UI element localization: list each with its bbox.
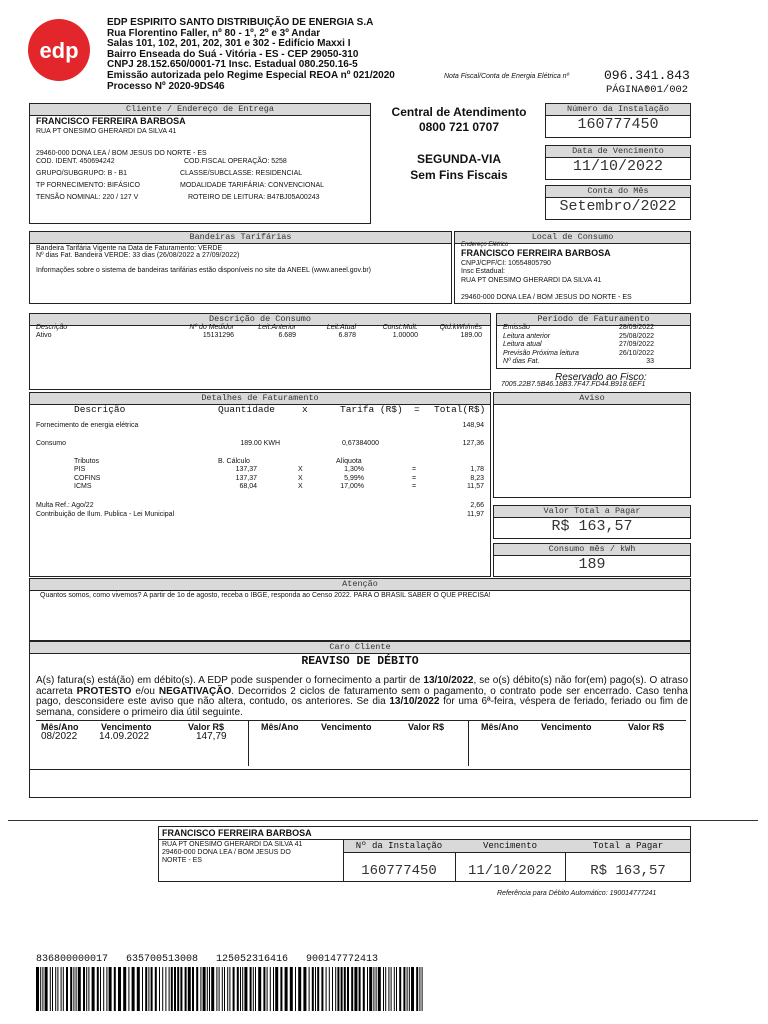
bandeiras-line3: Informações sobre o sistema de bandeiras tarifárias estão disponíveis no site da ANEEL (www.aneel.gov.br): [36, 267, 372, 274]
barcode-bar: [227, 967, 228, 1011]
barcode-bar: [145, 967, 147, 1011]
barcode-bar: [335, 967, 336, 1011]
reaviso-text: [36, 676, 688, 718]
debt-divider: [468, 720, 469, 766]
col-descricao: Descrição: [36, 324, 68, 331]
debt-col-valor: Valor R$: [408, 722, 445, 732]
instalacao-label: Número da Instalação: [546, 104, 690, 116]
barcode-bar: [317, 967, 319, 1011]
aviso-box: [493, 392, 691, 498]
periodo-value: 28/09/2022: [618, 324, 654, 331]
barcode-bar: [61, 967, 62, 1011]
barcode-bar: [409, 967, 410, 1011]
stub-ref: Referência para Débito Automático: 190014777241: [497, 890, 657, 897]
tributo-base: 137,37: [235, 466, 257, 473]
consumo-box: [29, 313, 491, 390]
reaviso-p1: A(s) fatura(s) está(ão) em débito(s). A EDP pode suspender o fornecimento a partir de: [36, 675, 424, 686]
barcode-bar: [303, 967, 306, 1011]
reaviso-date1: 13/10/2022: [423, 675, 474, 686]
debt-mes: 08/2022: [41, 731, 78, 742]
barcode-bar: [391, 967, 392, 1011]
page-number: 001/002: [644, 84, 689, 96]
barcode-bar: [203, 967, 206, 1011]
periodo-label: Emissão: [503, 324, 530, 331]
reaviso-negativacao: NEGATIVAÇÃO: [158, 685, 232, 697]
barcode-bar: [270, 967, 271, 1011]
row-leit-atual: 6.878: [338, 332, 356, 339]
barcode-bar: [148, 967, 149, 1011]
debt-col-valor: Valor R$: [628, 722, 665, 732]
barcode-bar: [73, 967, 74, 1011]
barcode-bar: [165, 967, 166, 1011]
barcode-bar: [275, 967, 278, 1011]
barcode-bar: [224, 967, 225, 1011]
barcode-bar: [216, 967, 217, 1011]
stub-venc-label: Vencimento: [482, 841, 537, 851]
local-street: RUA PT ONESIMO GHERARDI DA SILVA 41: [461, 277, 602, 284]
company-line: Salas 101, 102, 201, 202, 301 e 302 - Edifício Maxxi I: [107, 38, 351, 50]
tributo-name: PIS: [74, 466, 86, 473]
client-grupo: GRUPO/SUBGRUPO: B - B1: [36, 170, 128, 177]
barcode-bar: [273, 967, 274, 1011]
tributo-value: 11,57: [467, 483, 484, 490]
total-pagar-value: R$ 163,57: [551, 518, 633, 535]
barcode-bar: [295, 967, 296, 1011]
consumo-total: 127,36: [462, 440, 484, 447]
barcode-bar: [229, 967, 230, 1011]
local-name: FRANCISCO FERREIRA BARBOSA: [461, 248, 611, 258]
barcode-bar: [369, 967, 372, 1011]
atencao-header: Atenção: [30, 579, 690, 591]
col-eq: =: [414, 404, 420, 415]
barcode-bar: [174, 967, 176, 1011]
barcode-bar: [142, 967, 143, 1011]
debt-divider: [248, 720, 249, 766]
tributo-x: X: [298, 483, 303, 490]
stub-inst-label: Nº da Instalação: [355, 841, 443, 851]
barcode-bar: [92, 967, 95, 1011]
stub-box: [158, 826, 691, 882]
tributo-eq: =: [412, 474, 417, 482]
barcode-bar: [36, 967, 39, 1011]
local-box: [454, 231, 691, 304]
conta-mes-label: Conta do Mês: [546, 186, 690, 198]
reaviso-p5: for uma 6ª-feira, véspera de feriado, feriado ou fim de semana, considere o primeiro dia útil seguinte.: [36, 696, 688, 718]
debt-col-mes: Mês/Ano: [41, 722, 79, 732]
barcode-bar: [180, 967, 182, 1011]
col-x: x: [302, 404, 308, 415]
local-cnpj: CNPJ/CPF/CI: 10554805790: [461, 260, 551, 267]
stub-addr1: RUA PT ONESIMO GHERARDI DA SILVA 41: [162, 841, 303, 848]
tributo-aliq: 1,30%: [344, 466, 364, 473]
barcode-bar: [263, 967, 265, 1011]
barcode-bar: [422, 967, 423, 1011]
barcode-bar: [407, 967, 408, 1011]
company-line: Rua Florentino Faller, nº 80 - 1º, 2º e 3º Andar: [107, 27, 321, 39]
barcode-bar: [209, 967, 210, 1011]
aliq-label: Alíquota: [336, 458, 362, 465]
total-pagar-box: [493, 505, 691, 539]
barcode-bar: [50, 967, 51, 1011]
reaviso-protesto: PROTESTO: [76, 685, 132, 697]
vencimento-value: 11/10/2022: [572, 158, 663, 175]
instalacao-box: [545, 103, 691, 138]
barcode-bar: [159, 967, 160, 1011]
barcode-bar: [222, 967, 223, 1011]
barcode-bar: [42, 967, 43, 1011]
barcode-bar: [385, 967, 386, 1011]
row-qtd: 189.00: [460, 332, 482, 339]
barcode-digits: 836800000017 635700513008 125052316416 900147772413: [36, 954, 379, 965]
barcode: [36, 967, 426, 1011]
periodo-value: 25/08/2022: [618, 332, 654, 340]
bandeiras-header: Bandeiras Tarifárias: [30, 232, 451, 244]
barcode-bar: [118, 967, 121, 1011]
barcode-bar: [242, 967, 243, 1011]
detalhes-box: [29, 392, 491, 577]
debt-valor: 147,79: [196, 731, 227, 742]
debt-table-top-line: [36, 720, 686, 721]
periodo-label: Leitura anterior: [503, 332, 551, 340]
barcode-bar: [373, 967, 374, 1011]
row-const-mult: 1.00000: [392, 332, 418, 339]
client-cod-ident: COD. IDENT. 450694242: [36, 158, 115, 165]
aviso-header: Aviso: [494, 393, 690, 405]
fornecimento-total: 148,94: [462, 422, 484, 429]
caro-box: [29, 641, 691, 798]
barcode-bar: [106, 967, 107, 1011]
tributo-eq: =: [412, 483, 417, 490]
barcode-bar: [123, 967, 126, 1011]
instalacao-value: 160777450: [577, 116, 659, 133]
local-city: 29460-000 DONA LEA / BOM JESUS DO NORTE - ES: [461, 294, 632, 301]
stub-total-value: R$ 163,57: [590, 863, 666, 879]
local-insc: Insc Estadual:: [461, 268, 505, 275]
col-leit-anterior: Leit.Anterior: [258, 324, 296, 331]
stub-venc-value: 11/10/2022: [467, 863, 552, 879]
barcode-bar: [388, 967, 389, 1011]
barcode-bar: [55, 967, 56, 1011]
consumo-header: Descrição de Consumo: [30, 314, 490, 326]
cut-line: [8, 820, 758, 821]
consumo-mes-box: [493, 543, 691, 577]
central-phone: 0800 721 0707: [418, 120, 500, 134]
invoice-number: 096.341.843: [604, 68, 690, 83]
col-const-mult: Const.Mult.: [382, 324, 418, 331]
barcode-bar: [341, 967, 343, 1011]
consumo-label: Consumo: [36, 440, 66, 447]
barcode-bar: [185, 967, 187, 1011]
barcode-bar: [337, 967, 339, 1011]
bandeiras-box: [29, 231, 452, 304]
tributo-x: X: [298, 474, 303, 482]
barcode-bar: [196, 967, 198, 1011]
barcode-bar: [383, 967, 384, 1011]
barcode-bar: [354, 967, 357, 1011]
company-line: Processo Nº 2020-9DS46: [107, 80, 225, 92]
local-header: Local de Consumo: [455, 232, 690, 244]
reaviso-p4: . Decorridos 2 ciclos de faturamento sem o pagamento, o contrato pode ser encerrado. Caso tenha pago, desconsidere este aviso que não altera, contudo, os anteriores. Se dia: [36, 685, 688, 707]
client-tensao: TENSÃO NOMINAL: 220 / 127 V: [36, 194, 139, 201]
barcode-bar: [290, 967, 293, 1011]
caro-header: Caro Cliente: [30, 642, 690, 654]
barcode-bar: [240, 967, 241, 1011]
barcode-bar: [86, 967, 87, 1011]
barcode-bar: [207, 967, 208, 1011]
conta-mes-value: Setembro/2022: [559, 198, 677, 215]
ilum-value: 11,97: [467, 510, 484, 518]
barcode-bar: [233, 967, 235, 1011]
barcode-bar: [396, 967, 397, 1011]
edp-logo: [27, 18, 91, 82]
stub-name: FRANCISCO FERREIRA BARBOSA: [162, 828, 312, 838]
barcode-bar: [132, 967, 135, 1011]
bandeiras-line1: Bandeira Tarifária Vigente na Data de Faturamento: VERDE: [36, 245, 223, 252]
client-street: RUA PT ONESIMO GHERARDI DA SILVA 41: [36, 128, 177, 135]
company-line: EDP ESPIRITO SANTO DISTRIBUIÇÃO DE ENERGIA S.A: [107, 17, 374, 28]
periodo-value: 26/10/2022: [618, 349, 654, 357]
sem-fins-fiscais: Sem Fins Fiscais: [410, 168, 508, 182]
barcode-bar: [347, 967, 349, 1011]
barcode-bar: [83, 967, 85, 1011]
company-info: [107, 18, 427, 92]
barcode-bar: [100, 967, 101, 1011]
periodo-label: Previsão Próxima leitura: [503, 349, 579, 357]
col-total: Total(R$): [434, 404, 486, 415]
tributo-value: 8,23: [470, 474, 484, 482]
client-modalidade: MODALIDADE TARIFÁRIA: CONVENCIONAL: [180, 182, 325, 189]
fornecimento-label: Fornecimento de energia elétrica: [36, 422, 139, 429]
reaviso-date2: 13/10/2022: [389, 696, 440, 707]
company-line: Bairro Enseada do Suá - Vitória - ES - CEP 29050-310: [107, 48, 359, 60]
client-box: [29, 103, 371, 224]
consumo-mes-label: Consumo mês / kWh: [494, 544, 690, 556]
barcode-bar: [394, 967, 395, 1011]
col-desc: Descrição: [74, 404, 126, 415]
barcode-bar: [309, 967, 310, 1011]
tributo-base: 68,04: [239, 483, 257, 490]
col-quantidade: Quantidade: [218, 404, 276, 415]
col-leit-atual: Leit.Atual: [326, 324, 356, 331]
client-city: 29460-000 DONA LEA / BOM JESUS DO NORTE - ES: [36, 150, 207, 157]
periodo-value: 27/09/2022: [618, 341, 654, 348]
periodo-label: Leitura atual: [503, 341, 542, 348]
atencao-box: [29, 578, 691, 641]
total-pagar-label: Valor Total a Pagar: [494, 506, 690, 518]
client-header: Cliente / Endereço de Entrega: [30, 104, 370, 116]
tributo-name: ICMS: [74, 483, 92, 490]
barcode-bar: [419, 967, 420, 1011]
company-line: CNPJ 28.152.650/0001-71 Insc. Estadual 080.250.16-5: [107, 59, 358, 71]
vencimento-box: [545, 145, 691, 180]
barcode-bar: [211, 967, 214, 1011]
barcode-bar: [326, 967, 327, 1011]
tributo-aliq: 5,99%: [344, 474, 364, 482]
barcode-bar: [321, 967, 323, 1011]
barcode-bar: [329, 967, 330, 1011]
fisco-value: 7005.22B7.5B46.18B3.7F47.FD44.B918.6EF1: [501, 381, 646, 388]
barcode-bar: [40, 967, 41, 1011]
barcode-bar: [97, 967, 99, 1011]
barcode-bar: [109, 967, 112, 1011]
debt-col-venc: Vencimento: [321, 722, 372, 732]
barcode-bar: [192, 967, 194, 1011]
tributo-value: 1,78: [470, 466, 484, 473]
barcode-bar: [376, 967, 377, 1011]
barcode-bar: [312, 967, 314, 1011]
client-classe: CLASSE/SUBCLASSE: RESIDENCIAL: [180, 170, 303, 177]
barcode-bar: [171, 967, 173, 1011]
consumo-qtd: 189.00 KWH: [240, 440, 280, 447]
segunda-via: SEGUNDA-VIA: [416, 152, 501, 166]
reaviso-title: REAVISO DE DÉBITO: [301, 655, 419, 668]
barcode-bar: [237, 967, 239, 1011]
debt-col-valor: Valor R$: [188, 722, 225, 732]
barcode-bar: [66, 967, 68, 1011]
barcode-bar: [298, 967, 301, 1011]
central-title: Central de Atendimento: [391, 105, 527, 119]
ilum-label: Contribuição de Ilum. Publica - Lei Municipal: [36, 510, 175, 518]
company-line: Emissão autorizada pelo Regime Especial REOA nº 021/2020: [107, 69, 395, 81]
barcode-bar: [78, 967, 81, 1011]
barcode-bar: [103, 967, 104, 1011]
barcode-bar: [88, 967, 89, 1011]
barcode-bar: [367, 967, 368, 1011]
debt-col-venc: Vencimento: [541, 722, 592, 732]
consumo-mes-value: 189: [578, 556, 606, 573]
debt-table-bottom-line: [30, 769, 690, 770]
tributos-label: Tributos: [74, 458, 100, 465]
multa-value: 2,66: [470, 502, 484, 509]
barcode-bar: [253, 967, 254, 1011]
barcode-bar: [188, 967, 191, 1011]
debt-col-mes: Mês/Ano: [481, 722, 519, 732]
barcode-bar: [200, 967, 201, 1011]
barcode-bar: [267, 967, 268, 1011]
barcode-bar: [359, 967, 361, 1011]
reaviso-p3: e/ou: [131, 685, 159, 697]
periodo-box: [496, 313, 691, 369]
reaviso-p2: , se o(s) débito(s) não for(em) pago(s). O atraso acarreta: [36, 675, 689, 697]
barcode-bar: [285, 967, 288, 1011]
barcode-bar: [255, 967, 256, 1011]
barcode-bar: [76, 967, 77, 1011]
barcode-bar: [315, 967, 316, 1011]
consumo-tarifa: 0,67384000: [342, 440, 379, 447]
debt-col-venc: Vencimento: [101, 722, 152, 732]
barcode-bar: [244, 967, 247, 1011]
client-fornecimento: TP FORNECIMENTO: BIFÁSICO: [36, 182, 140, 189]
barcode-bar: [219, 967, 220, 1011]
barcode-bar: [63, 967, 64, 1011]
col-tarifa: Tarifa (R$): [340, 404, 403, 415]
conta-mes-box: [545, 185, 691, 220]
periodo-label: Nº dias Fat.: [503, 358, 540, 365]
barcode-bar: [344, 967, 346, 1011]
col-qtd: Qtd.kWh/mês: [439, 324, 482, 331]
page-label: PÁGINA:: [606, 84, 651, 96]
barcode-bar: [399, 967, 401, 1011]
multa-label: Multa Ref.: Ago/22: [36, 502, 94, 509]
vencimento-label: Data de Vencimento: [546, 146, 690, 158]
barcode-bar: [137, 967, 140, 1011]
barcode-bar: [411, 967, 414, 1011]
bandeiras-line2: Nº dias Fat. Bandeira VERDE: 33 dias (26/08/2022 a 27/09/2022): [36, 252, 240, 259]
detalhes-header: Detalhes de Faturamento: [30, 393, 490, 405]
client-name: FRANCISCO FERREIRA BARBOSA: [36, 116, 186, 126]
stub-addr2: 29460-000 DONA LEA / BOM JESUS DO: [162, 849, 291, 856]
client-cod-fiscal: COD.FISCAL OPERAÇÃO: 5258: [184, 158, 287, 165]
debt-venc: 14.09.2022: [99, 731, 150, 742]
barcode-bar: [70, 967, 72, 1011]
tributo-name: COFINS: [74, 474, 101, 482]
tributo-aliq: 17,00%: [340, 483, 364, 490]
barcode-bar: [250, 967, 252, 1011]
fisco-label: Reservado ao Fisco:: [555, 372, 647, 383]
stub-addr3: NORTE - ES: [162, 857, 202, 864]
local-endereco-label: Endereço Elétrico: [461, 242, 509, 248]
barcode-bar: [114, 967, 116, 1011]
tributo-base: 137,37: [235, 474, 257, 482]
row-descricao: Ativo: [36, 332, 52, 339]
invoice-label: Nota Fiscal/Conta de Energia Elétrica nº: [444, 73, 570, 80]
tributo-x: X: [298, 466, 303, 473]
barcode-bar: [378, 967, 381, 1011]
row-medidor: 15131296: [202, 332, 234, 339]
calc-label: B. Cálculo: [218, 458, 250, 465]
barcode-bar: [151, 967, 153, 1011]
logo-text: edp: [39, 38, 79, 63]
periodo-header: Período de Faturamento: [497, 314, 690, 326]
barcode-bar: [162, 967, 163, 1011]
barcode-bar: [128, 967, 129, 1011]
barcode-bar: [416, 967, 418, 1011]
barcode-bar: [258, 967, 261, 1011]
barcode-bar: [177, 967, 179, 1011]
row-leit-anterior: 6.689: [278, 332, 296, 339]
periodo-value: 33: [646, 358, 654, 365]
debt-col-mes: Mês/Ano: [261, 722, 299, 732]
barcode-bar: [280, 967, 282, 1011]
barcode-bar: [57, 967, 58, 1011]
barcode-bar: [351, 967, 353, 1011]
barcode-bar: [332, 967, 333, 1011]
tributo-eq: =: [412, 466, 417, 473]
stub-inst-value: 160777450: [361, 863, 437, 879]
barcode-bar: [45, 967, 48, 1011]
barcode-bar: [155, 967, 157, 1011]
barcode-bar: [403, 967, 405, 1011]
col-medidor: Nº do Medidor: [189, 324, 234, 331]
barcode-bar: [169, 967, 170, 1011]
barcode-bar: [363, 967, 365, 1011]
client-roteiro: ROTEIRO DE LEITURA: B47BJ05A00243: [188, 194, 320, 201]
atencao-text: Quantos somos, como vivemos? A partir de 1o de agosto, receba o IBGE, responda ao Censo 2022. PARA O BRASIL SABER O QUE PRECISA!: [40, 592, 491, 599]
barcode-bar: [52, 967, 53, 1011]
stub-total-label: Total a Pagar: [592, 841, 664, 851]
